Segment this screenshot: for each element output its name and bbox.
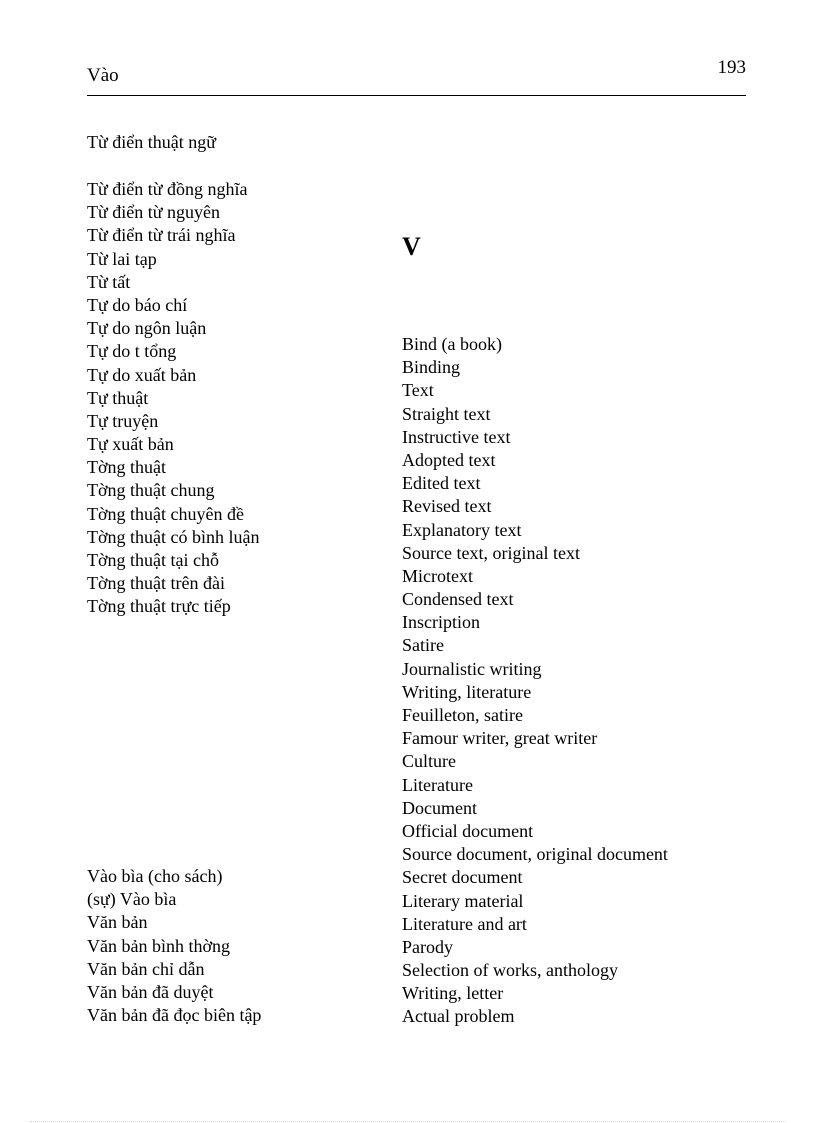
right-translation: Adopted text <box>402 449 496 470</box>
left-term: Tờng thuật tại chỗ <box>87 550 219 570</box>
running-header-title: Vào <box>87 65 119 86</box>
left-term-first: Từ điển thuật ngữ <box>87 132 216 152</box>
left-term: Văn bản <box>87 912 148 933</box>
left-term: Tờng thuật trên đài <box>87 573 225 594</box>
left-term: Tự thuật <box>87 387 149 408</box>
left-term: Tự truyện <box>87 410 159 431</box>
left-term: Tờng thuật chung <box>87 480 215 501</box>
right-translation: Writing, letter <box>402 983 504 1004</box>
left-term: (sự) Vào bìa <box>87 889 177 910</box>
right-translation: Feuilleton, satire <box>402 705 523 725</box>
right-translation: Selection of works, anthology <box>402 960 618 981</box>
right-translation: Straight text <box>402 403 491 424</box>
left-term: Tự xuất bản <box>87 434 174 455</box>
right-translation: Culture <box>402 751 456 772</box>
left-term: Vào bìa (cho sách) <box>87 866 223 886</box>
footer-divider <box>30 1121 786 1122</box>
right-translation: Condensed text <box>402 589 514 610</box>
left-term: Từ điển từ nguyên <box>87 202 220 223</box>
section-letter: V <box>402 232 421 261</box>
right-translation: Explanatory text <box>402 519 522 540</box>
left-term: Tự do xuất bản <box>87 364 197 385</box>
right-translation: Literary material <box>402 890 524 911</box>
right-translation: Revised text <box>402 496 492 517</box>
left-term: Từ lai tạp <box>87 248 157 269</box>
left-term: Từ tất <box>87 271 131 292</box>
left-term: Tờng thuật chuyên đề <box>87 503 244 524</box>
right-translation: Instructive text <box>402 426 511 447</box>
header-divider <box>87 95 746 96</box>
right-translation: Parody <box>402 936 453 957</box>
left-term: Văn bản đã duyệt <box>87 981 214 1002</box>
right-translation: Literature <box>402 774 473 795</box>
left-term: Tự do báo chí <box>87 294 188 315</box>
right-translation: Bind (a book) <box>402 334 502 354</box>
left-term: Tự do t tổng <box>87 341 177 362</box>
right-translation: Writing, literature <box>402 681 532 702</box>
right-translation: Binding <box>402 357 461 378</box>
left-term: Văn bản bình thờng <box>87 935 230 956</box>
right-translation: Official document <box>402 820 534 841</box>
left-term: Từ điển từ đồng nghĩa <box>87 179 248 199</box>
right-translation: Literature and art <box>402 913 527 934</box>
right-translation: Microtext <box>402 565 473 586</box>
right-translation: Document <box>402 797 477 818</box>
right-translation: Source document, original document <box>402 844 668 865</box>
right-translation: Actual problem <box>402 1006 515 1027</box>
page-number: 193 <box>717 57 746 78</box>
right-translation: Inscription <box>402 612 480 633</box>
left-term: Tờng thuật <box>87 457 167 478</box>
right-translation: Source text, original text <box>402 542 580 563</box>
left-term: Văn bản đã đọc biên tập <box>87 1005 262 1026</box>
right-translation: Journalistic writing <box>402 658 542 679</box>
right-translation: Satire <box>402 635 444 656</box>
left-term: Tờng thuật có bình luận <box>87 526 260 547</box>
right-translation: Text <box>402 380 434 401</box>
right-translation: Edited text <box>402 473 481 494</box>
left-term: Tự do ngôn luận <box>87 318 207 339</box>
right-translation: Famour writer, great writer <box>402 728 598 749</box>
left-term: Từ điển từ trái nghĩa <box>87 225 236 246</box>
left-term-list-bottom <box>87 865 261 1027</box>
left-term: Văn bản chỉ dẫn <box>87 958 205 979</box>
right-translation-list <box>402 333 668 1029</box>
left-term-list-top <box>87 178 260 619</box>
right-translation: Secret document <box>402 867 523 888</box>
left-term: Tờng thuật trực tiếp <box>87 596 231 617</box>
